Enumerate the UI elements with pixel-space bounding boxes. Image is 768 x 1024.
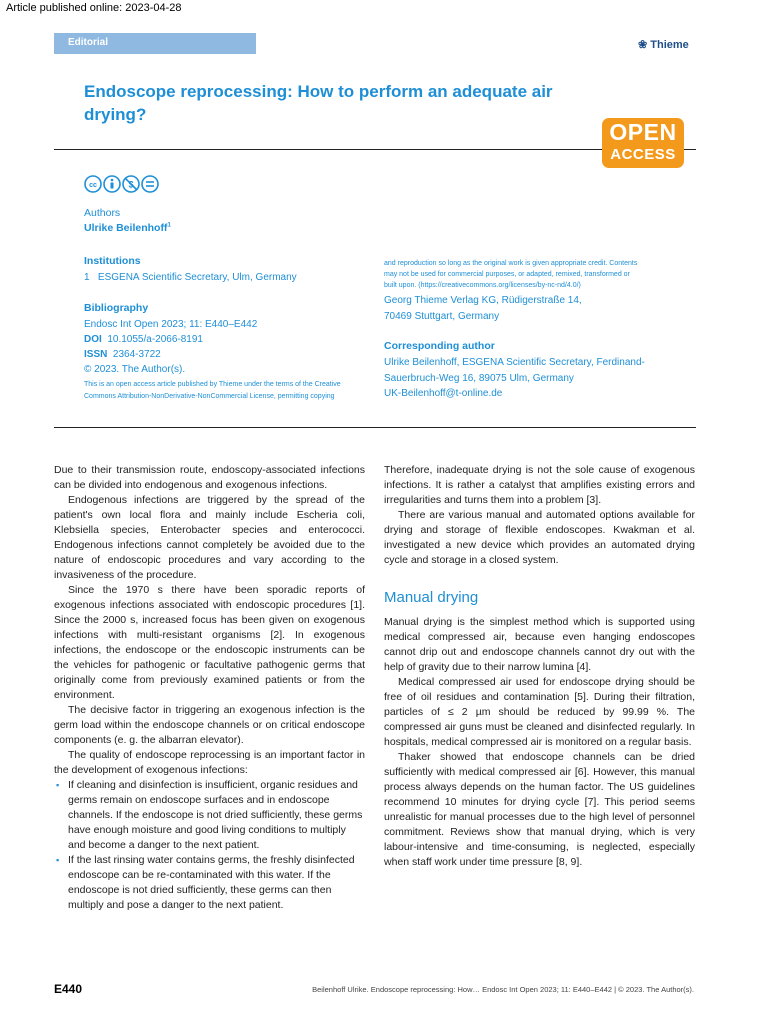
right-column — [384, 463, 695, 870]
section-label: Editorial — [68, 37, 109, 48]
list-item: ▪ If the last rinsing water contains germs, the freshly disinfected endoscope can be re-contaminated with this water. If the endoscope is not dried sufficiently, these germs can then multiply and pose a danger to the next patient. — [54, 853, 365, 913]
corresponding-line-1: Ulrike Beilenhoff, ESGENA Scientific Secretary, Ferdinand- — [384, 357, 645, 368]
paragraph: Since the 1970 s there have been sporadic reports of exogenous infections associated with endoscopic procedures [1]. Since the 2000 s, increased focus has been given on exogenous infections with multi-resistant organisms [2]. In exogenous infections, the endoscope or the endoscopic instruments can be the vehicles for pathogenic or facultative pathogenic germs that originally come from previously examined patients or from the environment. — [54, 584, 365, 701]
publication-date: Article published online: 2023-04-28 — [6, 2, 182, 14]
left-column — [54, 463, 365, 913]
section-heading: Manual drying — [384, 589, 479, 606]
title-divider-end — [684, 149, 696, 150]
institutions-heading: Institutions — [84, 255, 141, 267]
by-icon — [104, 176, 120, 192]
open-access-line2: ACCESS — [610, 146, 676, 163]
corresponding-email[interactable]: UK-Beilenhoff@t-online.de — [384, 388, 503, 399]
paragraph: Manual drying is the simplest method which is supported using medical compressed air, because even hanging endoscopes cannot drip out and endoscope channels cannot dry out with the help of gravity due to their narrow lumina [4]. — [384, 616, 695, 673]
paragraph: Medical compressed air used for endoscope drying should be free of oil residues and contamination [5]. During their filtration, particles of ≤ 2 µm should be reduced by 99.99 %. The compressed air guns must be cleaned and disinfected regularly. In hospitals, medical compressed air is monitored on a regular basis. — [384, 676, 695, 748]
corresponding-heading: Corresponding author — [384, 340, 495, 352]
open-access-line1: OPEN — [609, 119, 677, 145]
bibliography-heading: Bibliography — [84, 302, 149, 314]
paragraph: The quality of endoscope reprocessing is an important factor in the development of exogenous infections: — [54, 749, 365, 776]
issn-line: ISSN 2364-3722 — [84, 349, 161, 360]
svg-text:$: $ — [128, 179, 134, 190]
paragraph: Endogenous infections are triggered by the spread of the patient's own local flora and mainly include Escheria coli, Klebsiella species, Enterobacter species and enterococci. Endogenous infections cannot completely be avoided due to the nature of endoscopic procedures and vary according to the invasiveness of the procedure. — [54, 494, 365, 581]
corresponding-line-2: Sauerbruch-Weg 16, 89075 Ulm, Germany — [384, 373, 574, 384]
author-name: Ulrike Beilenhoff$^1$ — [84, 222, 171, 234]
cc-license-icons[interactable] — [84, 174, 164, 199]
cc-icon — [85, 176, 101, 192]
publisher-logo: ❀ Thieme — [638, 39, 689, 51]
license-url[interactable]: built upon. (https://creativecommons.org/licenses/by-nc-nd/4.0/) — [384, 282, 581, 289]
authors-heading: Authors — [84, 207, 121, 219]
svg-text:cc: cc — [89, 182, 97, 189]
license-text-4: may not be used for commercial purposes, or adapted, remixed, transformed or — [384, 271, 630, 278]
publisher-address-2: 70469 Stuttgart, Germany — [384, 311, 500, 322]
list-item: ▪ If cleaning and disinfection is insufficient, organic residues and germs remain on endoscope surfaces and in endoscope channels. If the endoscope is not dried sufficiently, these germs have enough moisture and good living conditions to multiply and become a danger to the next patient. — [54, 778, 365, 853]
paragraph: The decisive factor in triggering an exogenous infection is the germ load within the endoscope channels or on critical endoscope components (e. g. the albarran elevator). — [54, 704, 365, 746]
license-text-2: Commons Attribution-NonDerivative-NonCommercial License, permitting copying — [84, 393, 335, 400]
nc-icon — [123, 176, 139, 192]
journal-citation: Endosc Int Open 2023; 11: E440–E442 — [84, 319, 258, 330]
thieme-logo-icon: ❀ — [638, 39, 648, 51]
paragraph: There are various manual and automated options available for drying and storage of flexible endoscopes. Kwakman et al. investigated a new device which provides an automated drying cycle and storage in a closed system. — [384, 509, 695, 566]
footer-citation: Beilenhoff Ulrike. Endoscope reprocessing: How… Endosc Int Open 2023; 11: E440–E442 | © 2023. The Author(s). — [312, 985, 694, 994]
header-divider — [54, 427, 696, 428]
doi-line[interactable]: DOI 10.1055/a-2066-8191 — [84, 334, 203, 345]
article-title: Endoscope reprocessing: How to perform an adequate air drying? — [84, 82, 553, 124]
page-identifier: E440 — [54, 982, 83, 996]
paragraph: Therefore, inadequate drying is not the sole cause of exogenous infections. It is rather a catalyst that amplifies existing errors and irregularities and turns them into a problem [3]. — [384, 464, 695, 506]
bullet-list — [54, 778, 365, 913]
paragraph: Due to their transmission route, endoscopy-associated infections can be divided into endogenous and exogenous infections. — [54, 464, 365, 491]
paragraph: Thaker showed that endoscope channels can be dried sufficiently with medical compressed air [6]. However, this manual process always depends on the human factor. The US guidelines recommend 10 minutes for drying cycle [7]. This period seems unrealistic for manual processes due to the high level of personnel commitment. Reviews show that manual drying, which is very labour-intensive and time-consuming, is neglected, especially when staff work under time pressure [8, 9]. — [384, 751, 695, 868]
nd-icon — [142, 176, 158, 192]
title-divider — [54, 149, 602, 150]
license-text-3: and reproduction so long as the original work is given appropriate credit. Contents — [384, 260, 638, 267]
publisher-address-1: Georg Thieme Verlag KG, Rüdigerstraße 14, — [384, 295, 582, 306]
license-text-1: This is an open access article published by Thieme under the terms of the Creative — [84, 381, 341, 388]
institution-line: 1 ESGENA Scientific Secretary, Ulm, Germany — [84, 272, 297, 283]
copyright-line: © 2023. The Author(s). — [84, 364, 186, 375]
